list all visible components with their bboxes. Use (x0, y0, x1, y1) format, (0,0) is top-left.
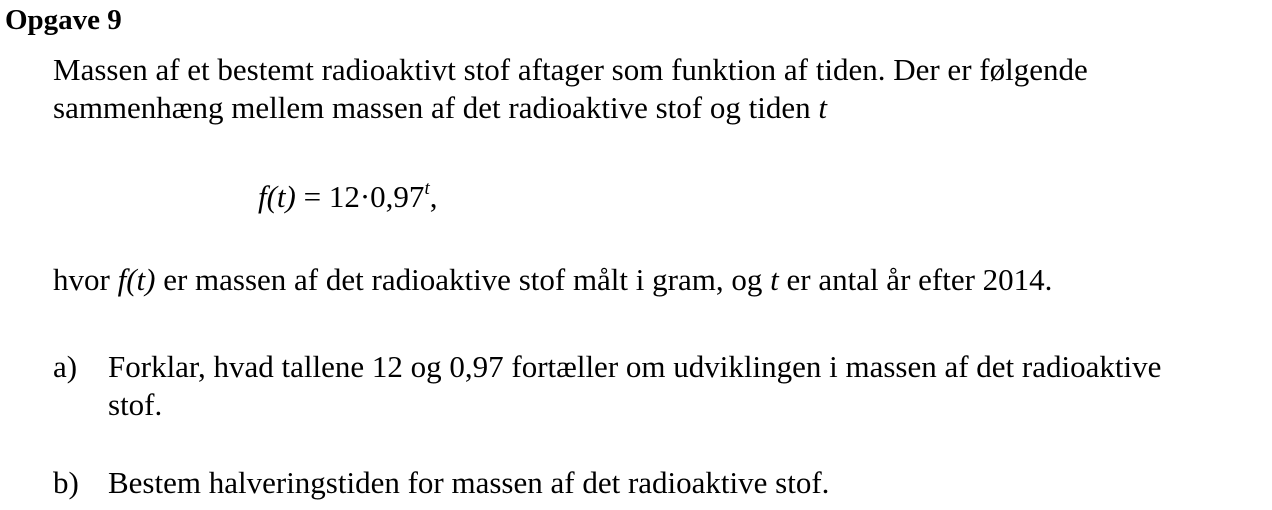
question-a-line-1: Forklar, hvad tallene 12 og 0,97 fortæller om udviklingen i massen af det radioaktive (108, 349, 1162, 384)
time-variable: t (818, 90, 827, 125)
formula-lhs: f(t) (258, 179, 296, 214)
explanation-line (53, 261, 1052, 299)
formula-exponent: t (424, 178, 430, 199)
decay-formula (258, 178, 437, 221)
question-a-letter: a) (53, 349, 78, 384)
formula-base: 12·0,97 (328, 179, 425, 214)
explanation-mid: er massen af det radioaktive stof målt i gram, og (155, 262, 771, 297)
explanation-t: t (770, 262, 779, 297)
formula-equals: = (295, 179, 329, 214)
intro-line-1: Massen af et bestemt radioaktivt stof aftager som funktion af tiden. Der er følgende (53, 52, 1088, 87)
explanation-ft: f(t) (117, 262, 156, 297)
question-b (53, 464, 829, 502)
intro-line-2 (53, 89, 827, 127)
intro-line-2-text: sammenhæng mellem massen af det radioaktive stof og tiden (53, 90, 819, 125)
formula-trail: , (429, 179, 438, 214)
question-a-line-2: stof. (108, 387, 163, 422)
explanation-suffix: er antal år efter 2014. (778, 262, 1053, 297)
explanation-prefix: hvor (53, 262, 118, 297)
question-b-line-1: Bestem halveringstiden for massen af det radioaktive stof. (108, 465, 830, 500)
exercise-heading: Opgave 9 (5, 4, 122, 36)
question-a (53, 348, 1161, 386)
question-b-letter: b) (53, 465, 79, 500)
